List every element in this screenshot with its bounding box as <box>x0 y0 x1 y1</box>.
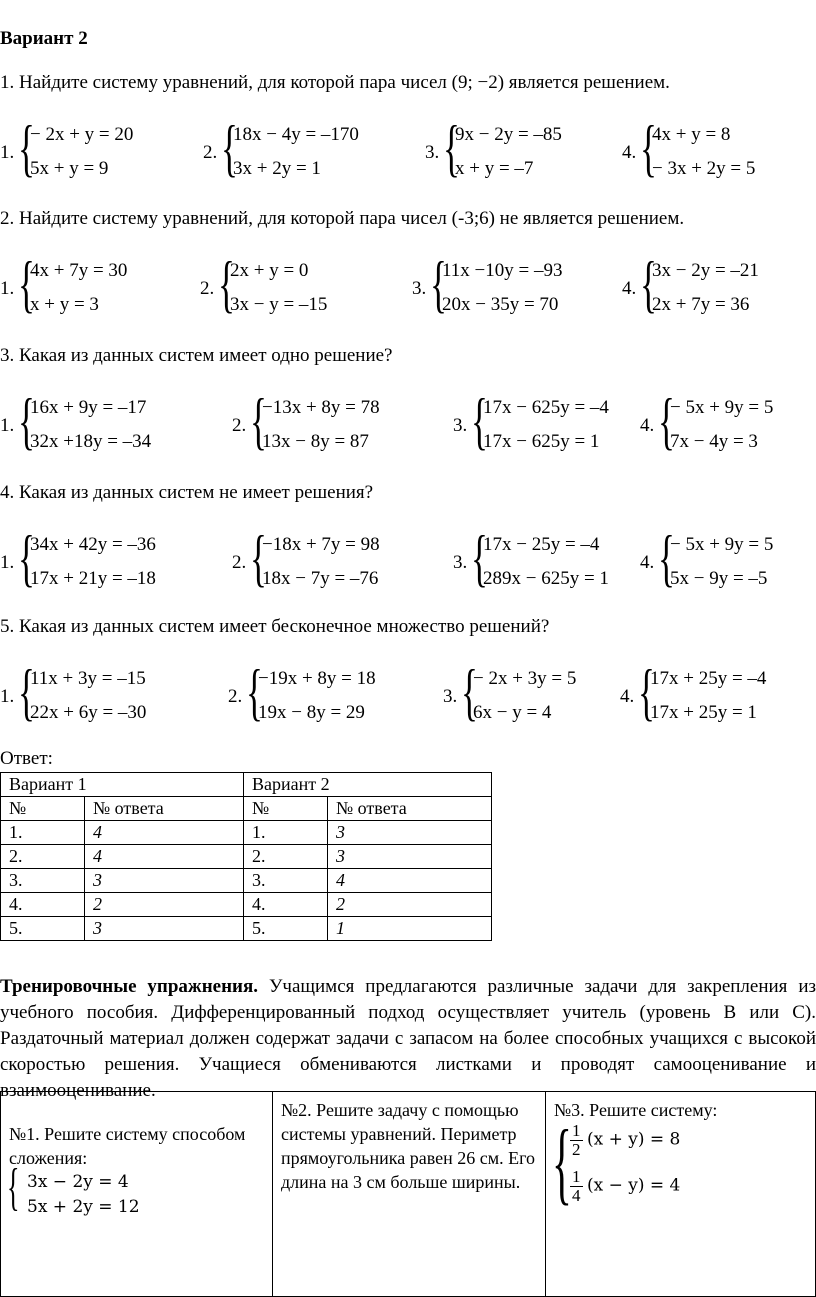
option-number: 4. <box>640 415 655 436</box>
equation-line: 3x − 2y = –21 <box>652 260 759 281</box>
table-cell: 2 <box>328 893 492 917</box>
equation-line: 17x − 25y = –4 <box>483 534 600 555</box>
equation-line: −13x + 8y = 78 <box>262 397 380 418</box>
answer-header-variant2: Вариант 2 <box>244 773 492 797</box>
brace-icon: { <box>443 112 460 183</box>
fraction-numerator: 1 <box>572 1121 581 1140</box>
task-3-title: №3. Решите систему: <box>554 1100 718 1120</box>
table-cell: 3 <box>85 869 244 893</box>
table-cell: 3 <box>328 845 492 869</box>
option-number: 1. <box>0 552 15 573</box>
brace-icon: { <box>18 112 35 183</box>
table-cell: 4. <box>1 893 85 917</box>
training-paragraph <box>0 974 816 1104</box>
answer-label: Ответ: <box>0 748 53 769</box>
answer-subheader: № ответа <box>85 797 244 821</box>
table-cell: 4 <box>85 845 244 869</box>
equation-line: − 2x + 3y = 5 <box>473 668 577 689</box>
equation-line: 3x + 2y = 1 <box>233 158 321 179</box>
task-2-cell <box>273 1092 546 1297</box>
variant-title: Вариант 2 <box>0 28 88 49</box>
option-number: 4. <box>640 552 655 573</box>
table-cell: 4 <box>328 869 492 893</box>
option-number: 3. <box>453 415 468 436</box>
brace-icon: { <box>18 522 35 593</box>
brace-icon: { <box>471 522 488 593</box>
table-cell: 1 <box>328 917 492 941</box>
table-cell: 4 <box>85 821 244 845</box>
brace-icon: { <box>246 656 263 727</box>
equation-line: 9x − 2y = –85 <box>455 124 562 145</box>
equation-line: 2x + 7y = 36 <box>652 294 750 315</box>
table-row <box>1 917 492 941</box>
table-row <box>1 821 492 845</box>
answer-subheader: № <box>244 797 328 821</box>
option-number: 2. <box>203 142 218 163</box>
equation-line: 5x + y = 9 <box>30 158 109 179</box>
brace-icon: { <box>638 656 655 727</box>
equation-line: 34x + 42y = –36 <box>30 534 156 555</box>
option-number: 2. <box>232 552 247 573</box>
brace-icon: { <box>250 522 267 593</box>
equation-line: 289x − 625y = 1 <box>483 568 609 589</box>
equation-line: 5x − 9y = –5 <box>670 568 768 589</box>
question-text: 5. Какая из данных систем имеет бесконечное множество решений? <box>0 616 550 637</box>
task-1-system <box>7 1159 264 1220</box>
option-number: 2. <box>228 686 243 707</box>
task-1-title: №1. Решите систему способом сложения: <box>9 1124 246 1168</box>
question-text: 1. Найдите систему уравнений, для которой пара чисел (9; −2) является решением. <box>0 72 670 93</box>
equation-line: 17x − 625y = 1 <box>483 431 600 452</box>
equation-line: 4x + 7y = 30 <box>30 260 128 281</box>
table-cell: 1. <box>1 821 85 845</box>
table-cell: 2. <box>244 845 328 869</box>
equation-line: 18x − 4y = –170 <box>233 124 359 145</box>
option-number: 4. <box>622 142 637 163</box>
option-number: 3. <box>453 552 468 573</box>
brace-icon: { <box>18 656 35 727</box>
equation-line: 4x + y = 8 <box>652 124 731 145</box>
table-cell: 3 <box>328 821 492 845</box>
equation-line: 11x + 3y = –15 <box>30 668 146 689</box>
table-cell: 1. <box>244 821 328 845</box>
equation-line: 3x − y = –15 <box>230 294 328 315</box>
equation-line: −18x + 7y = 98 <box>262 534 380 555</box>
fraction <box>570 1122 583 1159</box>
task-1-eq2: 5x + 2y = 12 <box>27 1197 140 1217</box>
equation-line: − 5x + 9y = 5 <box>670 534 774 555</box>
fraction <box>570 1168 583 1205</box>
equation-line: 32x +18y = –34 <box>30 431 152 452</box>
table-cell: 2. <box>1 845 85 869</box>
equation-line: 16x + 9y = –17 <box>30 397 147 418</box>
equation-line: − 2x + y = 20 <box>30 124 134 145</box>
question-text: 2. Найдите систему уравнений, для которой пара чисел (-3;6) не является решением. <box>0 208 685 229</box>
table-row <box>1 869 492 893</box>
option-number: 1. <box>0 415 15 436</box>
task-1-cell <box>1 1092 273 1297</box>
brace-icon: { <box>218 248 235 319</box>
fraction-denominator: 4 <box>572 1186 581 1205</box>
table-cell: 3. <box>244 869 328 893</box>
equation-line: 7x − 4y = 3 <box>670 431 758 452</box>
equation-line: 6x − y = 4 <box>473 702 552 723</box>
answer-header-variant1: Вариант 1 <box>1 773 244 797</box>
option-number: 1. <box>0 142 15 163</box>
equation-line: 20x − 35y = 70 <box>442 294 559 315</box>
equation-line: 17x − 625y = –4 <box>483 397 609 418</box>
tasks-table <box>0 1091 816 1297</box>
task-3-eq1 <box>570 1122 680 1159</box>
option-number: 3. <box>425 142 440 163</box>
equation-line: 13x − 8y = 87 <box>262 431 369 452</box>
option-number: 3. <box>412 278 427 299</box>
task-1-eq1: 3x − 2y = 4 <box>27 1172 129 1192</box>
brace-icon: { <box>461 656 478 727</box>
option-number: 4. <box>622 278 637 299</box>
brace-icon: { <box>18 248 35 319</box>
option-number: 2. <box>232 415 247 436</box>
equation-line: −19x + 8y = 18 <box>258 668 376 689</box>
task-3-eq2 <box>570 1168 680 1205</box>
answer-subheader: № ответа <box>328 797 492 821</box>
equation-line: 11x −10y = –93 <box>442 260 563 281</box>
task-2-text: №2. Решите задачу с помощью системы уравнений. Периметр прямоугольника равен 26 см. Его длина на 3 см больше ширины. <box>281 1100 536 1192</box>
brace-icon: { <box>18 385 35 456</box>
question-text: 3. Какая из данных систем имеет одно решение? <box>0 345 393 366</box>
task-3-cell <box>546 1092 816 1297</box>
fraction-denominator: 2 <box>572 1140 581 1159</box>
option-number: 4. <box>620 686 635 707</box>
brace-icon: { <box>221 112 238 183</box>
option-number: 2. <box>200 278 215 299</box>
equation-line: 17x + 25y = –4 <box>650 668 767 689</box>
equation-line: − 3x + 2y = 5 <box>652 158 756 179</box>
brace-icon: { <box>471 385 488 456</box>
fraction-numerator: 1 <box>572 1167 581 1186</box>
table-cell: 5. <box>244 917 328 941</box>
brace-icon: { <box>658 385 675 456</box>
answer-subheader: № <box>1 797 85 821</box>
equation-line: 17x + 25y = 1 <box>650 702 757 723</box>
table-cell: 3. <box>1 869 85 893</box>
equation-line: 22x + 6y = –30 <box>30 702 147 723</box>
option-number: 1. <box>0 278 15 299</box>
table-cell: 5. <box>1 917 85 941</box>
question-text: 4. Какая из данных систем не имеет решения? <box>0 482 374 503</box>
equation-line: x + y = –7 <box>455 158 534 179</box>
task-3-eq1-rest: (x + y) = 8 <box>587 1129 681 1150</box>
task-3-system <box>552 1111 807 1213</box>
equation-line: 2x + y = 0 <box>230 260 309 281</box>
brace-icon: { <box>7 1159 20 1216</box>
task-3-eq2-rest: (x − y) = 4 <box>587 1175 681 1196</box>
table-row <box>1 845 492 869</box>
table-cell: 4. <box>244 893 328 917</box>
option-number: 3. <box>443 686 458 707</box>
answer-table <box>0 772 492 941</box>
equation-line: 19x − 8y = 29 <box>258 702 365 723</box>
table-cell: 2 <box>85 893 244 917</box>
table-cell: 3 <box>85 917 244 941</box>
brace-icon: { <box>430 248 447 319</box>
brace-icon: { <box>640 112 657 183</box>
equation-line: 17x + 21y = –18 <box>30 568 156 589</box>
brace-icon: { <box>640 248 657 319</box>
equation-line: x + y = 3 <box>30 294 99 315</box>
training-title: Тренировочные упражнения. <box>0 976 259 997</box>
option-number: 1. <box>0 686 15 707</box>
brace-icon: { <box>552 1111 572 1213</box>
brace-icon: { <box>250 385 267 456</box>
training-text: Учащимся предлагаются различные задачи для закрепления из учебного пособия. Дифференцированный подход осуществляет учитель (уровень В или С). Раздаточный материал должен содержат задачи с запасом на более способных учащихся с высокой скоростью решения. Учащиеся обмениваются листками и проводят самооценивание и взаимооценивание. <box>0 976 816 1101</box>
table-row <box>1 893 492 917</box>
brace-icon: { <box>658 522 675 593</box>
equation-line: 18x − 7y = –76 <box>262 568 379 589</box>
equation-line: − 5x + 9y = 5 <box>670 397 774 418</box>
